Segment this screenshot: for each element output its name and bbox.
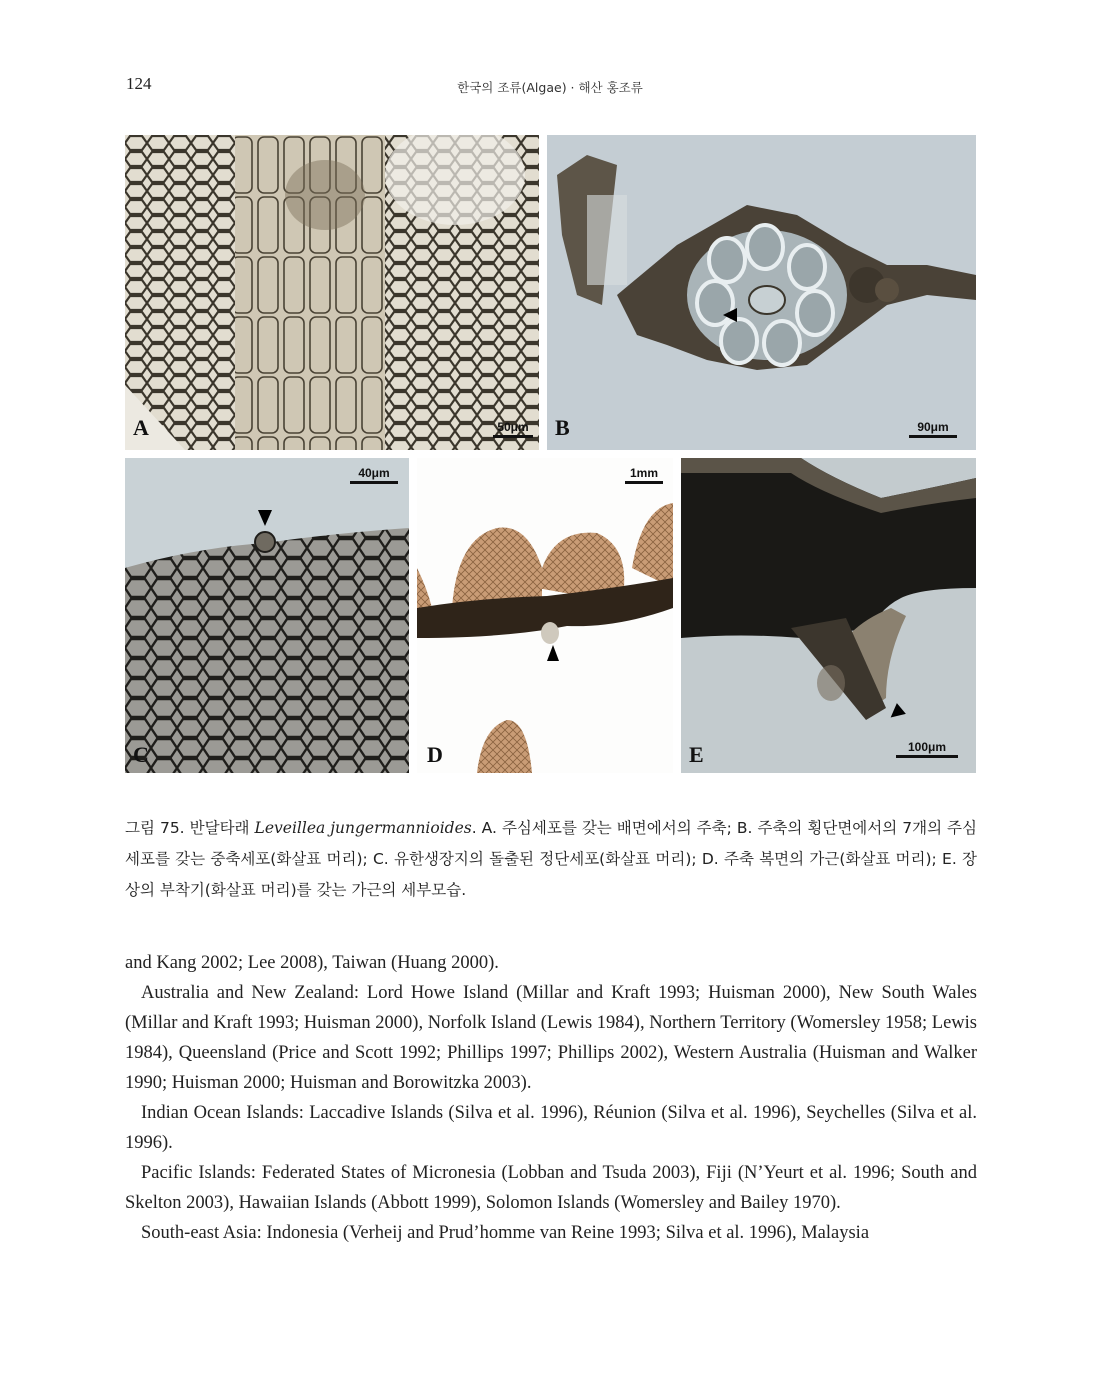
micrograph-c: [125, 458, 409, 773]
scale-bar-label: 50μm: [497, 420, 529, 434]
figure-panel-e: [681, 458, 976, 773]
figure-panel-a: [125, 135, 539, 450]
body-paragraph: Pacific Islands: Federated States of Micronesia (Lobban and Tsuda 2003), Fiji (N’Yeurt et al. 1996; South and Skelton 2003), Hawaiian Islands (Abbott 1999), Solomon Islands (Womersley and Bailey 1970).: [125, 1163, 977, 1213]
caption-prefix: 그림 75. 반달타래: [125, 819, 255, 837]
scale-bar-c: [350, 466, 398, 484]
body-text: [125, 948, 977, 1248]
scale-bar-label: 1mm: [629, 466, 658, 480]
page-number: 124: [126, 74, 152, 93]
micrograph-b: [547, 135, 976, 450]
body-paragraph: Australia and New Zealand: Lord Howe Island (Millar and Kraft 1993; Huisman 2000), New South Wales (Millar and Kraft 1993; Huisman 2000), Norfolk Island (Lewis 1984), Northern Territory (Womersley 1958; Lewis 1984), Queensland (Price and Scott 1992; Phillips 1997; Phillips 2002), Western Australia (Huisman and Walker 1990; Huisman 2000; Huisman and Borowitzka 2003).: [125, 983, 977, 1093]
micrograph-e: [681, 458, 976, 773]
scale-bar-label: 40μm: [358, 466, 390, 480]
panel-label-d: D: [427, 742, 443, 767]
scale-bar-b: [909, 420, 957, 438]
panel-label-b: B: [555, 415, 570, 440]
body-paragraph: Indian Ocean Islands: Laccadive Islands (Silva et al. 1996), Réunion (Silva et al. 1996), Seychelles (Silva et al. 1996).: [125, 1103, 977, 1153]
running-head: 한국의 조류(Algae) · 해산 홍조류: [457, 80, 643, 95]
caption-species-name: Leveillea jungermannioides: [254, 819, 472, 837]
figure-panel-c: [125, 458, 409, 773]
micrograph-d: [417, 458, 673, 773]
arrowhead-c: [258, 510, 272, 526]
figure-panel-d: [417, 458, 673, 773]
body-paragraph: and Kang 2002; Lee 2008), Taiwan (Huang 2000).: [125, 953, 499, 973]
panel-label-e: E: [689, 742, 704, 767]
micrograph-a: [125, 135, 539, 450]
arrowhead-b: [723, 308, 737, 322]
panel-label-c: C: [133, 742, 149, 767]
scale-bar-d: [625, 466, 663, 484]
scale-bar-label: 100μm: [907, 740, 947, 754]
body-paragraph: South-east Asia: Indonesia (Verheij and Prud’homme van Reine 1993; Silva et al. 1996), Malaysia: [141, 1223, 870, 1243]
arrowhead-d: [547, 645, 559, 661]
scale-bar-a: [493, 420, 533, 438]
figure-panel-b: [547, 135, 976, 450]
panel-label-a: A: [133, 415, 149, 440]
scale-bar-label: 90μm: [917, 420, 949, 434]
scale-bar-e: [896, 740, 958, 758]
caption-text: . A. 주심세포를 갖는 배면에서의 주축; B. 주축의 횡단면에서의 7개의 주심세포를 갖는 중축세포(화살표 머리); C. 유한생장지의 돌출된 정단세포(화살표 머리); D. 주축 복면의 가근(화살표 머리); E. 장상의 부착기(화살표 머리)를 갖는 가근의 세부모습.: [125, 819, 977, 899]
figure-caption: [125, 813, 977, 906]
